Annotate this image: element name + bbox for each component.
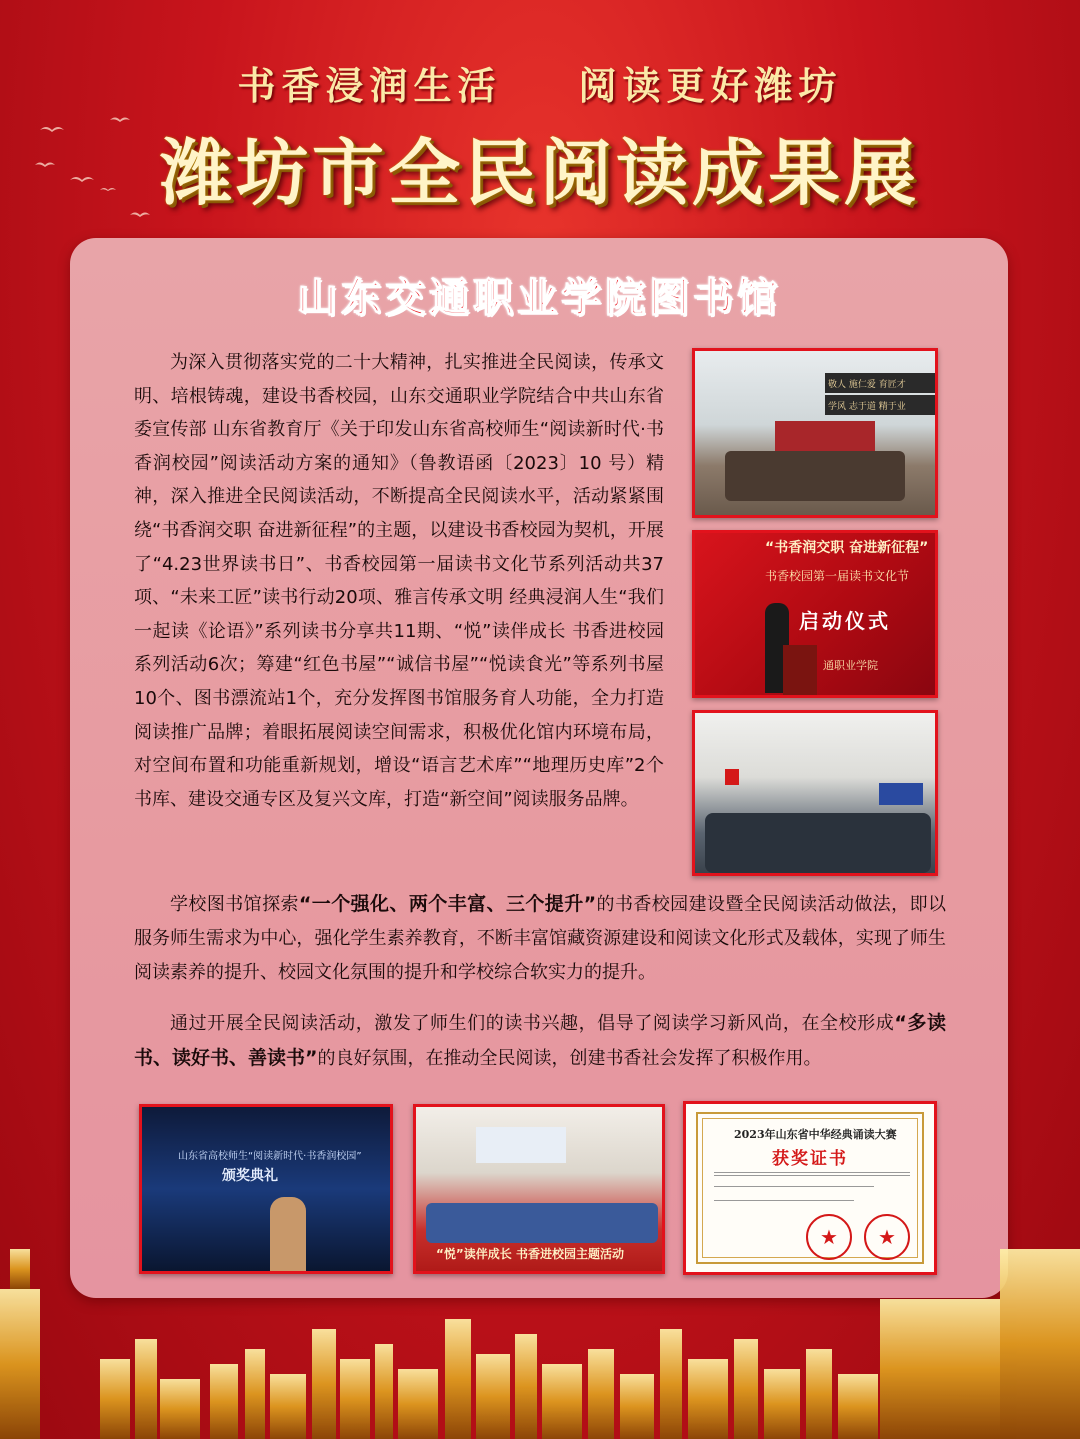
- p5-board: [476, 1127, 566, 1163]
- p2-caption: 启动仪式: [799, 609, 891, 633]
- paragraph-3-rest: 的良好氛围，在推动全民阅读，创建书香社会发挥了积极作用。: [317, 1048, 822, 1069]
- paragraph-1: 为深入贯彻落实党的二十大精神，扎实推进全民阅读，传承文明、培根铸魂，建设书香校园，山东交通职业学院结合中共山东省委宣传部 山东省教育厅《关于印发山东省高校师生“阅读新时代·书香润校园”阅读活动方案的通知》（鲁教语函〔2023〕10 号）精神，深入推进全民阅读活动，不断提高全民阅读水平，活动紧紧围绕“书香润交职 奋进新征程”的主题，以建设书香校园为契机，开展了“4.23世界读书日”、书香校园第一届读书文化节系列活动共37项、“未来工匠”读书行动20项、雅言传承文明 经典浸润人生“我们一起读《论语》”系列读书分享共11期、“悦”读伴成长 书香进校园系列活动6次；筹建“红色书屋”“诚信书屋”“悦读食光”等系列书屋10个、图书漂流站1个，充分发挥图书馆服务育人功能，全力打造阅读推广品牌；着眼拓展阅读空间需求，积极优化馆内环境布局，对空间布置和功能重新规划，增设“语言艺术库”“地理历史库”2个书库、建设交通专区及复兴文库，打造“新空间”阅读服务品牌。: [134, 352, 664, 810]
- p6-heading: 获奖证书: [772, 1149, 848, 1169]
- paragraph-2-highlight: “一个强化、两个丰富、三个提升”: [298, 893, 597, 915]
- paragraph-2-lead: 学校图书馆探索: [170, 894, 299, 915]
- p2-podium: [783, 645, 817, 695]
- p3-flag: [725, 769, 739, 785]
- paragraph-3-lead: 通过开展全民阅读活动，激发了师生们的读书兴趣，倡导了阅读学习新风尚，在全校形成: [170, 1013, 895, 1034]
- p5-banner: “悦”读伴成长 书香进校园主题活动: [436, 1247, 624, 1261]
- page-title: 潍坊市全民阅读成果展: [159, 130, 920, 215]
- paragraph-3-highlight: “多读书、读好书、善读书”: [134, 1012, 946, 1069]
- photo-library-reading-room: [692, 348, 938, 518]
- summary-text: [134, 887, 946, 1076]
- p4-line1: 山东省高校师生“阅读新时代·书香润校园”: [178, 1151, 362, 1162]
- seal-icon: ★: [806, 1214, 852, 1260]
- paragraph-2-rest: 的书香校园建设暨全民阅读活动做法，即以服务师生需求为中心，强化学生素养教育，不断丰富馆藏资源建设和阅读文化形式及载体，实现了师生阅读素养的提升、校园文化氛围的提升和学校综合软实力的提升。: [134, 894, 946, 983]
- paragraph-3: [134, 1006, 946, 1076]
- p4-line2: 颁奖典礼: [222, 1168, 278, 1184]
- p1-sign-bottom: 学风 志于道 精于业: [825, 395, 935, 415]
- photo-reading-session: [692, 710, 938, 876]
- seal-icon: ★: [864, 1214, 910, 1260]
- panel-title: 山东交通职业学院图书馆: [297, 274, 781, 321]
- p1-bookshelf: [775, 421, 875, 451]
- p3-audience: [705, 813, 931, 873]
- p6-line-a: [714, 1172, 910, 1176]
- paragraph-2: [134, 887, 946, 990]
- golden-skyline-decoration: [0, 1189, 1080, 1439]
- p2-subtitle: 书香校园第一届读书文化节: [765, 569, 910, 583]
- p2-banner: “书香润交职 奋进新征程”: [765, 540, 929, 556]
- p1-readers: [725, 451, 905, 501]
- p6-title: 2023年山东省中华经典诵读大赛: [734, 1128, 897, 1141]
- p2-footer: 通职业学院: [823, 659, 878, 672]
- header-slogan: 书香浸润生活 阅读更好潍坊: [237, 63, 843, 108]
- p1-sign-top: 敬人 施仁爱 育匠才: [825, 373, 935, 393]
- intro-text: [134, 346, 664, 816]
- p3-screen: [879, 783, 923, 805]
- photo-opening-ceremony: [692, 530, 938, 698]
